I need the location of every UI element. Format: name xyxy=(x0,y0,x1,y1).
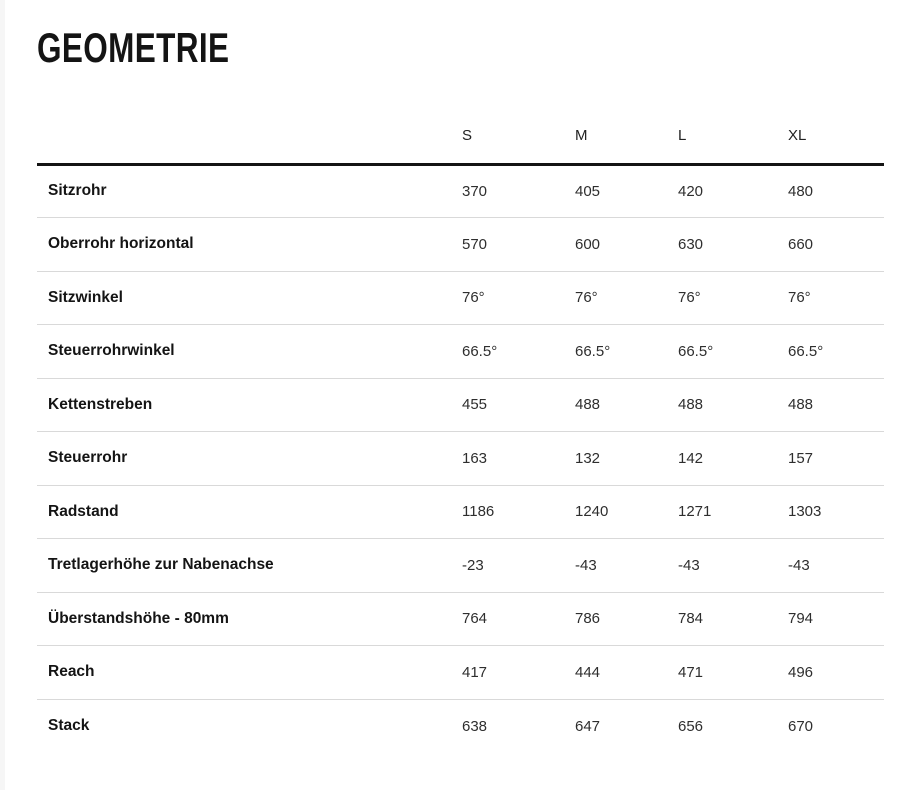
table-row xyxy=(37,646,884,700)
table-row xyxy=(37,592,884,646)
cell-value: 488 xyxy=(575,378,678,432)
cell-value: 66.5° xyxy=(788,325,884,379)
cell-value: 660 xyxy=(788,218,884,272)
cell-value: 76° xyxy=(788,271,884,325)
table-row xyxy=(37,325,884,379)
cell-value: 630 xyxy=(678,218,788,272)
cell-value: 417 xyxy=(462,646,575,700)
cell-value: -23 xyxy=(462,539,575,593)
cell-value: 76° xyxy=(575,271,678,325)
row-label: Steuerrohrwinkel xyxy=(37,325,462,379)
column-header: L xyxy=(678,70,788,164)
row-label: Reach xyxy=(37,646,462,700)
cell-value: 132 xyxy=(575,432,678,486)
table-row xyxy=(37,164,884,218)
table-row xyxy=(37,539,884,593)
cell-value: 638 xyxy=(462,717,488,735)
cell-value: 794 xyxy=(788,592,884,646)
cell-value: 420 xyxy=(678,164,788,218)
table-row xyxy=(37,271,884,325)
cell-value: 656 xyxy=(678,717,704,735)
row-label: Sitzwinkel xyxy=(37,271,462,325)
column-header: M xyxy=(575,70,678,164)
left-edge-strip xyxy=(0,0,5,790)
cell-value: 471 xyxy=(678,646,788,700)
cell-value: 163 xyxy=(462,432,575,486)
cell-value: 786 xyxy=(575,592,678,646)
row-label: Kettenstreben xyxy=(37,378,462,432)
header-row xyxy=(37,70,884,164)
table-row xyxy=(37,218,884,272)
cell-value: 488 xyxy=(678,378,788,432)
column-header: S xyxy=(462,70,575,164)
table-row xyxy=(37,699,884,753)
column-header: XL xyxy=(788,70,884,164)
cell-value: 1303 xyxy=(788,485,884,539)
cell-value: 66.5° xyxy=(575,325,678,379)
cell-value: 76° xyxy=(462,271,575,325)
row-label: Sitzrohr xyxy=(37,164,462,218)
cell-value: 405 xyxy=(575,164,678,218)
table-row xyxy=(37,378,884,432)
cell-value: 1240 xyxy=(575,485,678,539)
cell-value: 784 xyxy=(678,592,788,646)
row-label: Steuerrohr xyxy=(37,432,462,486)
table-header xyxy=(37,70,884,164)
cell-value: 76° xyxy=(678,271,788,325)
cell-value: 370 xyxy=(462,164,575,218)
cell-value: 455 xyxy=(462,378,575,432)
table-row xyxy=(37,485,884,539)
cell-value: 1186 xyxy=(462,485,575,539)
table-row xyxy=(37,432,884,486)
cell-value: 157 xyxy=(788,432,884,486)
cell-value: 480 xyxy=(788,164,884,218)
cell-value: 600 xyxy=(575,218,678,272)
header-cell-empty xyxy=(37,70,462,164)
geometry-table xyxy=(37,70,884,753)
cell-value: -43 xyxy=(788,539,884,593)
row-label: Radstand xyxy=(37,485,462,539)
cell-value: 142 xyxy=(678,432,788,486)
cell-value: 488 xyxy=(788,378,884,432)
table-body xyxy=(37,164,884,753)
cell-value: 570 xyxy=(462,218,575,272)
cell-value: 670 xyxy=(788,717,814,735)
cell-value: 444 xyxy=(575,646,678,700)
page-title: GEOMETRIE xyxy=(37,24,230,71)
cell-value: 66.5° xyxy=(678,325,788,379)
row-label: Oberrohr horizontal xyxy=(37,218,462,272)
cell-value: 764 xyxy=(462,592,575,646)
cell-value: 1271 xyxy=(678,485,788,539)
row-label: Überstandshöhe - 80mm xyxy=(37,592,462,646)
row-label: Tretlagerhöhe zur Nabenachse xyxy=(37,539,462,593)
cell-value: -43 xyxy=(678,539,788,593)
cell-value: -43 xyxy=(575,539,678,593)
cell-value: 66.5° xyxy=(462,325,575,379)
cell-value: 647 xyxy=(575,717,601,735)
cell-value: 496 xyxy=(788,646,884,700)
row-label: Stack xyxy=(48,717,90,734)
